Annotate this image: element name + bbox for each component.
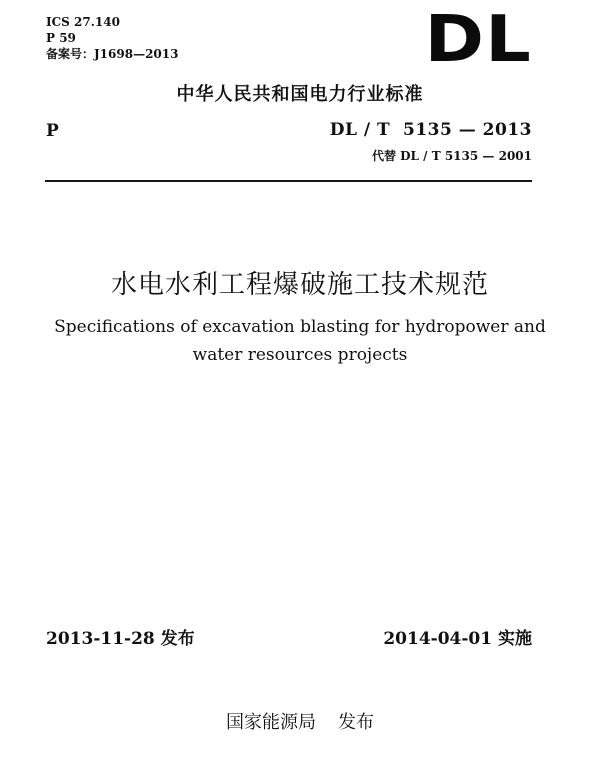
issuer-name: 国家能源局: [226, 712, 316, 733]
ics-code: ICS 27.140: [46, 15, 120, 29]
title-en-line-2: water resources projects: [192, 345, 408, 365]
industry-standard-title: 中华人民共和国电力行业标准: [176, 84, 424, 105]
issuer-line: [0, 708, 600, 734]
standard-number: DL / T 5135 — 2013: [329, 120, 532, 140]
issuer-action: 发布: [338, 712, 374, 733]
classification-letter: P: [46, 121, 59, 141]
dl-logo: DL: [424, 3, 532, 77]
record-number: 备案号：J1698—2013: [46, 47, 179, 61]
implementation-date: 2014-04-01 实施: [383, 629, 532, 649]
issue-date: 2013-11-28 发布: [46, 629, 195, 649]
class-code: P 59: [46, 31, 76, 45]
header-divider: [45, 180, 532, 182]
replaces-standard: 代替 DL / T 5135 — 2001: [371, 149, 532, 163]
title-en-line-1: Specifications of excavation blasting for hydropower and: [54, 317, 546, 337]
document-title-chinese: 水电水利工程爆破施工技术规范: [110, 270, 489, 300]
document-title-english: [40, 313, 560, 369]
